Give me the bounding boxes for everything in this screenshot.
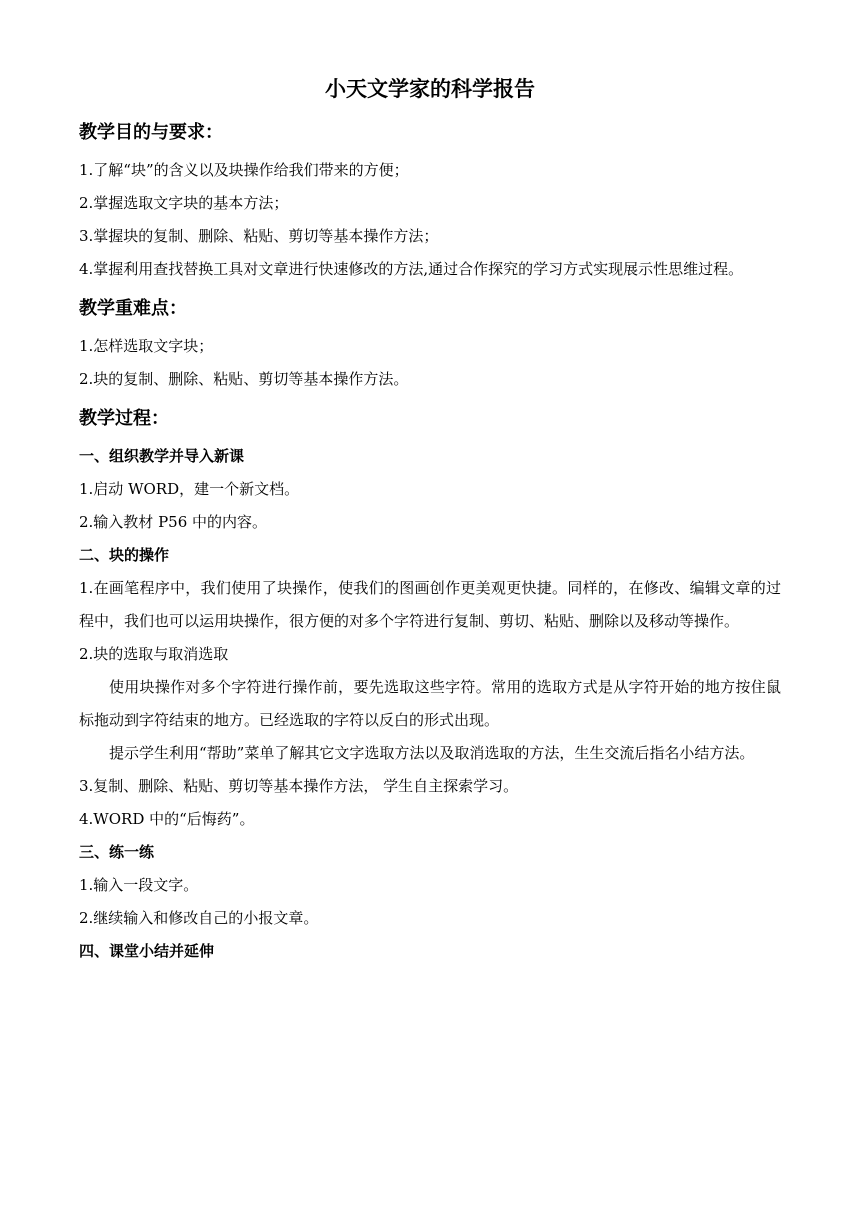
key-points-heading: 教学重难点：: [79, 298, 187, 319]
objective-item-3: 3.掌握块的复制、删除、粘贴、剪切等基本操作方法；: [79, 227, 439, 245]
part4-heading: 四、课堂小结并延伸: [79, 942, 215, 960]
part2-paragraph-2: 提示学生利用“帮助”菜单了解其它文字选取方法以及取消选取的方法，生生交流后指名小结方法。: [109, 744, 755, 762]
part1-item-1: 1.启动 WORD，建一个新文档。: [79, 480, 300, 498]
objective-item-4: 4.掌握利用查找替换工具对文章进行快速修改的方法,通过合作探究的学习方式实现展示性思维过程。: [79, 260, 744, 278]
objective-item-2: 2.掌握选取文字块的基本方法；: [79, 194, 289, 212]
part2-paragraph-1: 使用块操作对多个字符进行操作前，要先选取这些字符。常用的选取方式是从字符开始的地方按住鼠标拖动到字符结束的地方。已经选取的字符以反白的形式出现。: [79, 678, 781, 729]
part2-heading: 二、块的操作: [79, 546, 170, 564]
part3-item-1: 1.输入一段文字。: [79, 876, 199, 894]
part2-item-2: 2.块的选取与取消选取: [79, 645, 229, 663]
part2-item-3: 3.复制、删除、粘贴、剪切等基本操作方法， 学生自主探索学习。: [79, 777, 519, 795]
objectives-heading: 教学目的与要求：: [79, 122, 223, 143]
part2-item-4: 4.WORD 中的“后悔药”。: [79, 810, 255, 828]
part3-item-2: 2.继续输入和修改自己的小报文章。: [79, 909, 319, 927]
key-point-item-1: 1.怎样选取文字块；: [79, 337, 214, 355]
document-page: [79, 74, 781, 968]
process-heading: 教学过程：: [79, 408, 169, 429]
part1-heading: 一、组织教学并导入新课: [79, 447, 245, 465]
objective-item-1: 1.了解“块”的含义以及块操作给我们带来的方便；: [79, 161, 409, 179]
part2-item-1: 1.在画笔程序中，我们使用了块操作，使我们的图画创作更美观更快捷。同样的，在修改、编辑文章的过程中，我们也可以运用块操作，很方便的对多个字符进行复制、剪切、粘贴、删除以及移动等操作。: [79, 579, 781, 630]
part3-heading: 三、练一练: [79, 843, 155, 861]
document-title: 小天文学家的科学报告: [325, 77, 535, 101]
part1-item-2: 2.输入教材 P56 中的内容。: [79, 513, 268, 531]
key-point-item-2: 2.块的复制、删除、粘贴、剪切等基本操作方法。: [79, 370, 409, 388]
